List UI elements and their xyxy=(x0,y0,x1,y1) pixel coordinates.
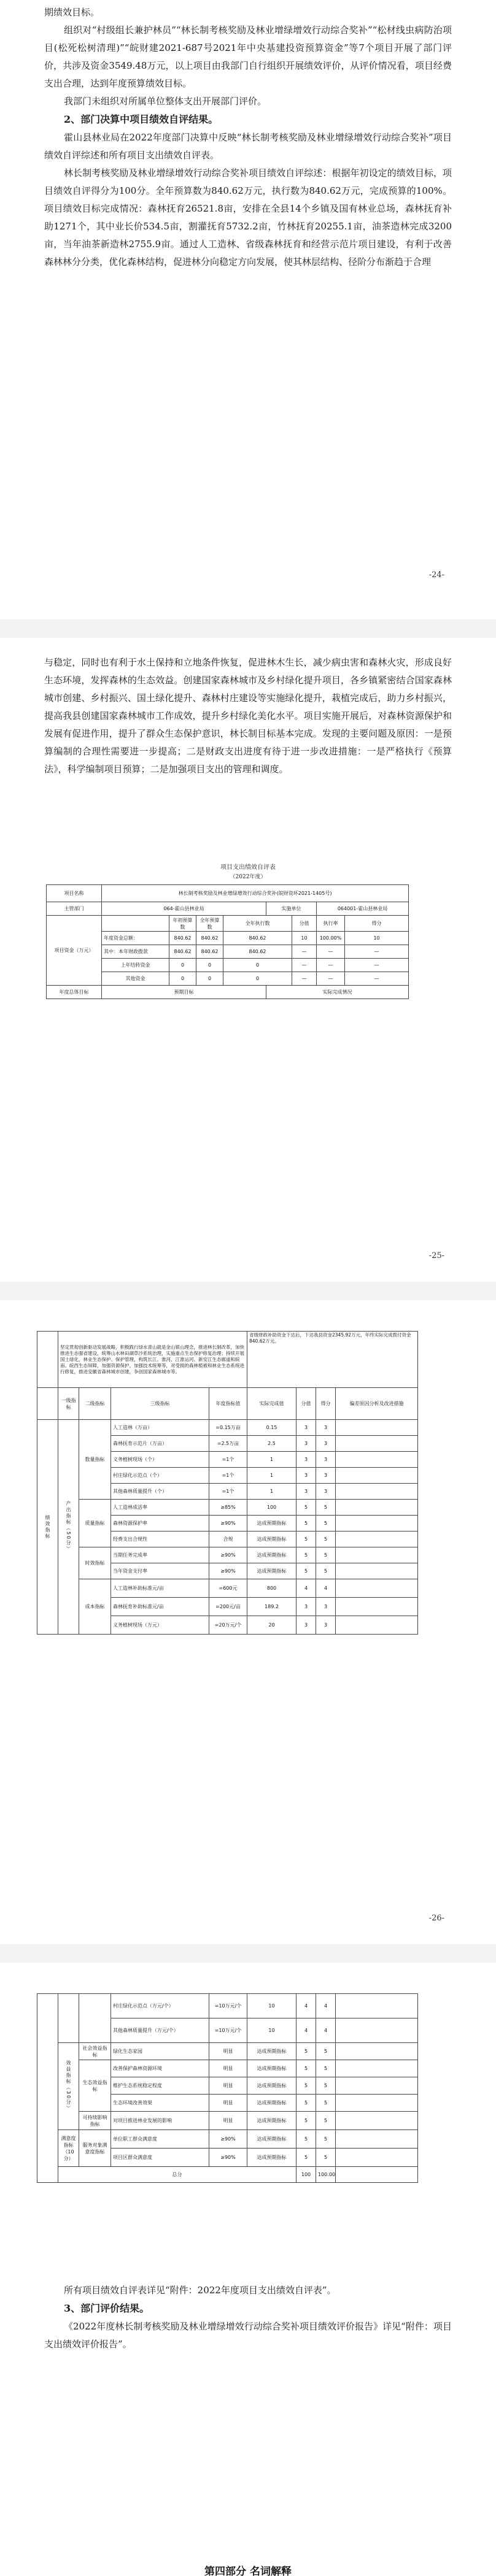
hdr-deviation: 偏差原因分析及改进措施 xyxy=(336,1388,418,1420)
indicator-actual: 达成预期指标 xyxy=(247,2149,296,2167)
indicator-target: 明显 xyxy=(209,2095,247,2112)
output-indicator-label: 产出指标（50分） xyxy=(58,1420,79,1635)
indicator-target: =2.5万亩 xyxy=(209,1436,247,1452)
hdr-score-value: 分值 xyxy=(292,916,317,932)
project-name-value: 林长制考核奖励及林业增绿增效行动综合奖补(皖财资环2021-1405号) xyxy=(102,885,409,902)
indicator-name: 生态环境改善效果 xyxy=(111,2095,209,2112)
hdr-actual: 实际完成值 xyxy=(247,1388,296,1420)
cell: 840.62 xyxy=(196,945,223,959)
cell: 0 xyxy=(223,959,292,972)
paragraph-continued: 与稳定，同时也有利于水土保持和立地条件恢复，促进林木生长，减少病虫害和森林火灾，形成良好生态环境，发挥森林的生态效益。创建国家森林城市及乡村绿化提升项目，各乡镇紧密结合国家森林城市创建、乡村振兴、国土绿化提升、森林村庄建设等实施绿化提升，栽植完成后，助力乡村振兴，提高我县创建国家森林城市工作成效，提升乡村绿化美化水平。项目实施开展后，对森林资源保护和发展有促进作用，提升了群众生态保护意识，林长制目标基本完成。发现的主要问题及原因：一是预算编制的合理性需要进一步提高；二是财政支出进度有待于进一步改进措施：一是严格执行《预算法》，科学编制项目预算；二是加强项目支出的管理和调度。 xyxy=(44,657,452,775)
indicator-actual: 1 xyxy=(247,1452,296,1468)
indicator-score: 5 xyxy=(316,1547,336,1563)
goal-expected-text: 坚定贯彻创新驱动发展战略，积极践行绿水青山就是金山银山理念，推进林长制改革，加快推进生态强省建设，统筹山水林田湖草沙系统治理，实施重点生态保护修复治理；持续开展国土绿化，林业生态保护、保护管理，构筑长江、淮河、江淮运河、新安江生态廊道和皖南、皖西生态屏障，加强资源保护、加强技术统筹等，对受损的森林植被和林业生态系统进行修复，推进安徽省森林城市创建，争创国家森林城市等。 xyxy=(58,1332,247,1388)
indicator-name: 其他森林质量提升（万元/个） xyxy=(111,2018,209,2043)
indicator-name: 义务植树现场（万元） xyxy=(111,1616,209,1635)
indicator-score: 5 xyxy=(316,2130,336,2149)
indicator-score: 3 xyxy=(316,1468,336,1484)
hdr-exec-rate: 执行率 xyxy=(317,916,345,932)
heading-self-evaluation: 2、部门决算中项目绩效自评结果。 xyxy=(64,113,219,125)
page-1 xyxy=(0,0,496,619)
indicator-target: 合规 xyxy=(209,1531,247,1547)
satisfaction-second-label: 服务对象满意度指标 xyxy=(79,2130,111,2167)
indicator-score-value: 3 xyxy=(296,1420,316,1436)
time-label: 时效指标 xyxy=(79,1547,111,1579)
self-evaluation-table-benefits xyxy=(37,1993,418,2183)
indicator-score-value: 5 xyxy=(296,1547,316,1563)
indicator-score: 3 xyxy=(316,1436,336,1452)
hdr-annual: 全年预算数 xyxy=(196,916,223,932)
hdr-level3: 三级指标 xyxy=(111,1388,209,1420)
cell: 840.62 xyxy=(223,945,292,959)
indicator-score-value: 4 xyxy=(296,2018,316,2043)
indicator-target: 明显 xyxy=(209,2077,247,2095)
social-benefit-label: 社会效益指标 xyxy=(79,2043,111,2060)
indicator-score: 4 xyxy=(316,1994,336,2018)
cell: 840.62 xyxy=(196,932,223,945)
indicator-name: 单位职工群众满意度 xyxy=(111,2130,209,2149)
indicator-score-value: 3 xyxy=(296,1468,316,1484)
total-label: 总分 xyxy=(58,2167,296,2183)
indicator-score-value: 3 xyxy=(296,1484,316,1500)
paragraph-final-accounts: 霍山县林业局在2022年度部门决算中反映“林长制考核奖励及林业增绿增效行动综合奖补”项目绩效自评综述和所有项目支出绩效自评表。 xyxy=(44,132,452,161)
funds-row-name: 其中：本年财政拨款 xyxy=(102,945,169,959)
cell: 840.62 xyxy=(223,932,292,945)
cell: 100.00% xyxy=(317,932,345,945)
indicator-score: 5 xyxy=(316,2060,336,2077)
cell: — xyxy=(292,972,317,986)
funds-row-name: 上年结转资金 xyxy=(102,959,169,972)
indicator-name: 村庄绿化示范点（万元/个） xyxy=(111,1994,209,2018)
table-title: 项目支出绩效自评表 xyxy=(220,864,276,871)
indicator-score: 5 xyxy=(316,2043,336,2060)
indicator-score-value: 5 xyxy=(296,2060,316,2077)
cell: — xyxy=(317,945,345,959)
satisfaction-first-label: 满意度指标（10分） xyxy=(58,2130,79,2167)
page-3 xyxy=(0,1300,496,1944)
indicator-target: ≥90% xyxy=(209,2130,247,2149)
indicator-name: 森林抚育补助标准元/亩 xyxy=(111,1598,209,1616)
indicator-score: 5 xyxy=(316,1531,336,1547)
indicator-name: 对项目推进林业发展的影响 xyxy=(111,2112,209,2130)
hdr-target: 年度指标值 xyxy=(209,1388,247,1420)
indicator-target: =600元 xyxy=(209,1579,247,1598)
hdr-initial: 年初预算数 xyxy=(169,916,196,932)
cell: 0 xyxy=(196,972,223,986)
next-section-heading: 第四部分 名词解释 xyxy=(204,2566,292,2576)
indicator-actual: 达成预期指标 xyxy=(247,2095,296,2112)
indicator-score-value: 5 xyxy=(296,2043,316,2060)
cell: 0 xyxy=(169,959,196,972)
indicator-score-value: 5 xyxy=(296,2130,316,2149)
indicator-target: =1个 xyxy=(209,1452,247,1468)
indicator-name: 森林资源保护率 xyxy=(111,1516,209,1531)
goal-actual-text: 省级财政补助资金下达后，下达我县资金2345.92万元，年终实际完成拨付资金840.62万元。 xyxy=(247,1332,418,1388)
indicator-score-value: 3 xyxy=(296,1598,316,1616)
indicator-actual: 达成预期指标 xyxy=(247,2130,296,2149)
cell: 840.62 xyxy=(169,932,196,945)
paragraph-evaluation-report: 《2022年度林长制考核奖励及林业增绿增效行动综合奖补项目绩效评价报告》详见“附件：项目支出绩效评价报告”。 xyxy=(44,2321,452,2350)
actual-goal-label: 实际完成情况 xyxy=(266,986,409,999)
indicator-target: =1个 xyxy=(209,1468,247,1484)
page-gap xyxy=(0,1282,496,1300)
indicator-score-value: 3 xyxy=(296,1436,316,1452)
indicator-target: =20万元/个 xyxy=(209,1616,247,1635)
paragraph-self-evaluation-summary: 林长制考核奖励及林业增绿增效行动综合奖补项目绩效自评综述：根据年初设定的绩效目标，项目绩效自评得分为100分。全年预算数为840.62万元，执行数为840.62万元，完成预算的100%。项目绩效目标完成情况：森林抚育26521.8亩，安排在全县14个乡镇及国有林业总场，森林抚育补助1271个，其中业长价534.5亩，割灌抚育5732.2亩，竹林抚育20255.1亩，油茶造林完成3200亩，当年油茶新造林2755.9亩。通过人工造林、省级森林抚育和经营示范片项目建设，有利于改善森林林分分类，优化森林结构，促进林分向稳定方向发展，使其林层结构、径阶分布渐趋于合理 xyxy=(44,167,452,267)
funds-row-name: 年度资金总额： xyxy=(102,932,169,945)
indicator-score: 5 xyxy=(316,2095,336,2112)
indicator-name: 经费支出合规性 xyxy=(111,1531,209,1547)
sustain-label: 可持续影响指标 xyxy=(79,2112,111,2130)
indicator-score: 3 xyxy=(316,1420,336,1436)
hdr-score: 得分 xyxy=(345,916,409,932)
indicator-target: ≥90% xyxy=(209,1516,247,1531)
indicator-name: 森林抚育示范片（万亩） xyxy=(111,1436,209,1452)
funds-row-name: 其他资金 xyxy=(102,972,169,986)
indicator-name: 当年资金支付率 xyxy=(111,1563,209,1579)
hdr-score-value: 分值 xyxy=(296,1388,316,1420)
cell: 0 xyxy=(169,972,196,986)
indicator-target: ≥85% xyxy=(209,1500,247,1516)
expected-goal-label: 预期目标 xyxy=(102,986,266,999)
hdr-score: 得分 xyxy=(316,1388,336,1420)
project-name-label: 项目名称 xyxy=(47,885,102,902)
paragraph-no-unit-evaluation: 我部门未组织对所属单位整体支出开展部门评价。 xyxy=(64,96,267,107)
indicator-score: 5 xyxy=(316,1500,336,1516)
cost-label: 成本指标 xyxy=(79,1579,111,1635)
indicator-actual: 达成预期指标 xyxy=(247,2043,296,2060)
indicator-actual: 1 xyxy=(247,1484,296,1500)
indicator-actual: 达成预期指标 xyxy=(247,1563,296,1579)
indicator-score: 3 xyxy=(316,1452,336,1468)
indicator-actual: 达成预期指标 xyxy=(247,2077,296,2095)
indicator-score-value: 5 xyxy=(296,1563,316,1579)
indicator-actual: 800 xyxy=(247,1579,296,1598)
dept-label: 主管部门 xyxy=(47,902,102,916)
page-number: -24- xyxy=(428,570,444,580)
indicator-target: =1个 xyxy=(209,1484,247,1500)
indicator-name: 其他森林质量提升（个） xyxy=(111,1484,209,1500)
total-score-value: 100 xyxy=(296,2167,316,2183)
paragraph-all-projects: 所有项目绩效自评表详见“附件：2022年度项目支出绩效自评表”。 xyxy=(64,2285,336,2296)
indicator-name: 当期任务完成率 xyxy=(111,1547,209,1563)
indicator-score-value: 3 xyxy=(296,1616,316,1635)
indicator-score-value: 4 xyxy=(296,1579,316,1598)
indicator-actual: 189.2 xyxy=(247,1598,296,1616)
indicator-score-value: 3 xyxy=(296,1452,316,1468)
self-evaluation-table-header xyxy=(46,884,409,999)
cell: — xyxy=(317,972,345,986)
cell: — xyxy=(317,959,345,972)
dept-value: 064-霍山县林业局 xyxy=(102,902,266,916)
cell: 840.62 xyxy=(169,945,196,959)
indicator-score: 4 xyxy=(316,1579,336,1598)
quality-label: 质量指标 xyxy=(79,1500,111,1547)
quantity-label: 数量指标 xyxy=(79,1420,111,1500)
cell: — xyxy=(292,959,317,972)
impl-label: 实施单位 xyxy=(266,902,317,916)
hdr-level1: 一级指标 xyxy=(58,1388,79,1420)
indicator-target: =200元/亩 xyxy=(209,1598,247,1616)
indicator-name: 人工造林（万亩） xyxy=(111,1420,209,1436)
cell: — xyxy=(345,945,409,959)
indicator-name: 人工造林成活率 xyxy=(111,1500,209,1516)
indicator-target: 明显 xyxy=(209,2112,247,2130)
cell: 0 xyxy=(196,959,223,972)
cell: 0 xyxy=(223,972,292,986)
indicator-score-value: 4 xyxy=(296,1994,316,2018)
page-gap xyxy=(0,1944,496,1963)
indicator-score: 3 xyxy=(316,1484,336,1500)
indicator-actual: 2.5 xyxy=(247,1436,296,1452)
indicator-name: 维护生态系统稳定程度 xyxy=(111,2077,209,2095)
indicator-target: =10万元/个 xyxy=(209,1994,247,2018)
annual-goal-label: 年度总体目标 xyxy=(47,986,102,999)
indicator-actual: 100 xyxy=(247,1500,296,1516)
cell: — xyxy=(345,959,409,972)
cell: 10 xyxy=(292,932,317,945)
indicator-name: 村庄绿化示范点（个） xyxy=(111,1468,209,1484)
hdr-level2: 二级指标 xyxy=(79,1388,111,1420)
indicator-name: 绿化生态家园 xyxy=(111,2043,209,2060)
indicator-actual: 10 xyxy=(247,1994,296,2018)
page-number: -26- xyxy=(428,1914,444,1923)
hdr-executed: 全年执行数 xyxy=(223,916,292,932)
indicator-score-value: 5 xyxy=(296,2112,316,2130)
indicator-target: 明显 xyxy=(209,2043,247,2060)
self-evaluation-table-indicators xyxy=(37,1331,418,1635)
indicator-score: 3 xyxy=(316,1598,336,1616)
cell: — xyxy=(345,972,409,986)
indicator-score-value: 5 xyxy=(296,1500,316,1516)
indicator-actual: 20 xyxy=(247,1616,296,1635)
indicator-score: 4 xyxy=(316,2018,336,2043)
indicator-target: ≥90% xyxy=(209,2149,247,2167)
eco-benefit-label: 生态效益指标 xyxy=(79,2060,111,2112)
indicator-name: 人工造林补助标准元/亩 xyxy=(111,1579,209,1598)
heading-dept-evaluation: 3、部门评价结果。 xyxy=(64,2302,150,2314)
indicator-actual: 达成预期指标 xyxy=(247,1547,296,1563)
table-year: （2022年度） xyxy=(230,874,266,880)
impl-value: 064001-霍山县林业局 xyxy=(317,902,409,916)
indicator-score-value: 5 xyxy=(296,1531,316,1547)
indicator-score: 5 xyxy=(316,2149,336,2167)
indicator-score: 5 xyxy=(316,1516,336,1531)
indicator-name: 改善保护森林资源环境 xyxy=(111,2060,209,2077)
indicator-score: 5 xyxy=(316,2112,336,2130)
indicator-score: 3 xyxy=(316,1616,336,1635)
indicator-actual: 达成预期指标 xyxy=(247,1516,296,1531)
indicator-target: =10万元/个 xyxy=(209,2018,247,2043)
indicator-score-value: 5 xyxy=(296,2077,316,2095)
indicator-actual: 1 xyxy=(247,1468,296,1484)
indicator-score: 5 xyxy=(316,1563,336,1579)
indicator-actual: 达成预期指标 xyxy=(247,2060,296,2077)
first-level-label: 绩效指标 xyxy=(37,1420,58,1635)
indicator-target: =0.15万亩 xyxy=(209,1420,247,1436)
indicator-score-value: 5 xyxy=(296,2095,316,2112)
indicator-target: ≥90% xyxy=(209,1547,247,1563)
indicator-target: 明显 xyxy=(209,2060,247,2077)
indicator-score: 5 xyxy=(316,2077,336,2095)
indicator-score-value: 5 xyxy=(296,1516,316,1531)
indicator-actual: 达成预期指标 xyxy=(247,1531,296,1547)
benefit-indicator-label: 效益指标（30分） xyxy=(58,2043,79,2130)
paragraph-goal-tail: 期绩效目标。 xyxy=(44,7,100,18)
page-gap xyxy=(0,619,496,638)
page-number: -25- xyxy=(428,1251,444,1260)
indicator-target: ≥90% xyxy=(209,1563,247,1579)
indicator-actual: 达成预期指标 xyxy=(247,2112,296,2130)
indicator-name: 项目区群众满意度 xyxy=(111,2149,209,2167)
funds-label: 项目资金（万元） xyxy=(47,916,102,986)
cell: — xyxy=(292,945,317,959)
page-4 xyxy=(0,1963,496,2576)
indicator-actual: 10 xyxy=(247,2018,296,2043)
paragraph-organized-evaluation: 组织对“村级组长兼护林员”“林长制考核奖励及林业增绿增效行动综合奖补”“松材线虫病防治项目(松死松树清理)”“皖财建2021-687号2021年中央基建投资预算资金”等7个项目开展了部门评价，共涉及资金3549.48万元，以上项目由我部门自行组织开展绩效评价，从评价情况看，项目经费支出合理，达到年度预算绩效目标。 xyxy=(44,25,452,89)
page-2 xyxy=(0,638,496,1282)
indicator-name: 义务植树现场（个） xyxy=(111,1452,209,1468)
indicator-score-value: 5 xyxy=(296,2149,316,2167)
total-score: 100.00 xyxy=(316,2167,336,2183)
indicator-actual: 0.15 xyxy=(247,1420,296,1436)
cell: 10 xyxy=(345,932,409,945)
